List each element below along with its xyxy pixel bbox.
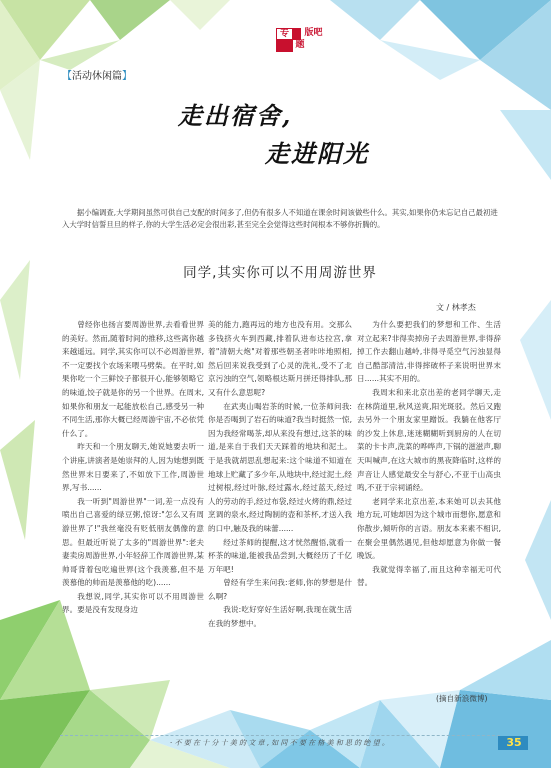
paragraph: 经过茶师的提醒,这才恍然醒悟,就看一杯茶的味道,能被我品尝到,大概经历了千亿万年吧! (208, 537, 352, 574)
paragraph: 我一听到"周游世界"一词,差一点没有喷出自己喜爱的绿豆粥,惊讶:"怎么又有周游世界了!"我丝毫没有贬低朋友偶像的意思。但最近听说了太多的"周游世界":老夫妻卖房周游世界,小年轻辞工作周游世界,某帅哥背着包吃遍世界(这个我羡慕,但不是羡慕他的帅而是羡慕他的吃)...... (62, 496, 204, 588)
section-tag (62, 67, 132, 82)
footer-divider (60, 735, 500, 736)
tag-bracket-right: 】 (122, 71, 132, 82)
article-subtitle: 同学,其实你可以不用周游世界 (183, 265, 377, 281)
paragraph: 美的能力,跑再远的地方也没有用。交那么多钱挤火车到西藏,排着队进布达拉宫,拿着"清朝大炮"对着那些朝圣者咔咔地照相,然后回来说我受到了心灵的洗礼,受不了北京污浊的空气,领略根达斯月拼还得排队,那又有什么意思呢? (208, 320, 352, 397)
badge-bottom-right: 题 (293, 40, 307, 52)
bg-shape (0, 420, 35, 540)
badge-top-center (293, 28, 301, 40)
page-title-line1: 走出宿舍, (178, 101, 293, 130)
bg-shape (380, 40, 480, 80)
bg-shape (90, 0, 170, 40)
paragraph: 昨天和一个朋友聊天,她说她要去听一个讲座,讲演者是她崇拜的人,因为她想到既然世界末日要来了,不如放下工作,周游世界,写书...... (62, 442, 204, 493)
bg-shape (170, 0, 230, 30)
bg-shape (500, 110, 551, 180)
footer-quote: · 不 要 在 十 分 十 美 的 文 章 , 如 同 不 要 在 格 美 和 思 的 绝 望 。 (170, 739, 389, 747)
article-author: 文 / 林孝杰 (436, 303, 476, 312)
intro-paragraph: 据小编调查,大学期间虽然可供自己支配的时间多了,但仍有很多人不知道在课余时间该做些什么。其实,如果你仍未忘记自己最初进入大学时信誓旦旦的样子,你的大学生活必定会很出彩,甚至完全会觉得这些时间根本不够你折腾的。 (62, 208, 498, 229)
badge-top-right: 版吧 (301, 28, 326, 40)
paragraph: 老同学来北京出差,本来她可以去其他地方玩,可她却因为这个城市而想你,愿意和你散步,倾听你的言语。朋友本来素不相识,在聚会里偶然遇见,但他却愿意为你做一餐晚饭。 (357, 496, 501, 561)
article-column-1 (62, 318, 204, 617)
badge-bottom-left (276, 40, 293, 52)
bg-shape (520, 300, 551, 420)
article-column-3 (357, 318, 501, 590)
tag-bracket-left: 【 (62, 71, 72, 82)
section-tag-label: 活动休闲篇 (72, 71, 122, 82)
paragraph: 我周末和来北京出差的老同学聊天,走在林荫道里,秋风送爽,阳光斑驳。然后又跑去另外一个朋友家里蹭饭。我躺在他客厅的沙发上休息,迷迷糊糊听到厨房的人在切菜的卡卡声,洗菜的哗哗声,下锅的滋滋声,聊天叫喊声,在这大城市的黑夜降临时,这样的声音让人感觉最安全与舒心,不亚于山高虫鸣,不亚于宗祠诵经。 (357, 387, 501, 493)
paragraph: 在武夷山喝岩茶的时候,一位茶师问我:你是否喝到了岩石的味道?我当时挺然一惊,因为我经常喝茶,却从来没有想过,这茶的味道,是来自于我们天天踩着的地块和泥土。于是我就胡思乱想起来:这个味道不知道在地球上贮藏了多少年,从地块中,经过泥土,经过树根,经过叶脉,经过露水,经过蓝天,经过人的劳动的手,经过布袋,经过火烤的鼎,经过烹调的泉水,经过陶制的壶和茶杯,才送入我的口中,触及我的味蕾...... (208, 401, 352, 533)
badge-top-left: 专 (276, 28, 293, 40)
bg-shape (330, 0, 420, 40)
article-column-2 (208, 318, 352, 631)
paragraph: 曾经有学生来问我:老师,你的梦想是什么啊? (208, 578, 352, 601)
paragraph: 曾经你也扬言要周游世界,去看看世界的美好。然而,随着时间的推移,这些离你越来越遥远。同学,其实你可以不必周游世界,不一定要找个农场来喂马劈柴。在平时,如果你吃一个三鲜饺子都很开心,能够领略它的味道,饺子就是你的另一个世界。在周末,如果你和朋友一起能放松自己,感受另一种不同生活,那你大概已经周游宇宙,不必依凭什么了。 (62, 320, 204, 438)
page-number: 35 (506, 736, 522, 749)
paragraph: 我就觉得幸福了,而且这种幸福无可代替。 (357, 564, 501, 588)
bg-shape (525, 500, 551, 620)
article-source: (摘自新浪微博) (436, 694, 488, 703)
page-title-line2: 走进阳光 (265, 139, 369, 168)
paragraph: 我想说,同学,其实你可以不用周游世界。要是没有发现身边 (62, 591, 204, 615)
bg-shape (460, 640, 551, 700)
paragraph: 为什么要把我们的梦想和工作、生活对立起来?非得卖掉房子去周游世界,非得辞掉工作去翻山越岭,非得寻觅空气污浊显得自己酷部清洁,非得摔破杯子来说明世界末日......其实不用的。 (357, 320, 501, 384)
column-badge (276, 28, 326, 52)
bg-shape (0, 260, 30, 380)
paragraph: 我说:吃好穿好生活好啊,我现在就生活在我的梦想中。 (208, 605, 352, 629)
